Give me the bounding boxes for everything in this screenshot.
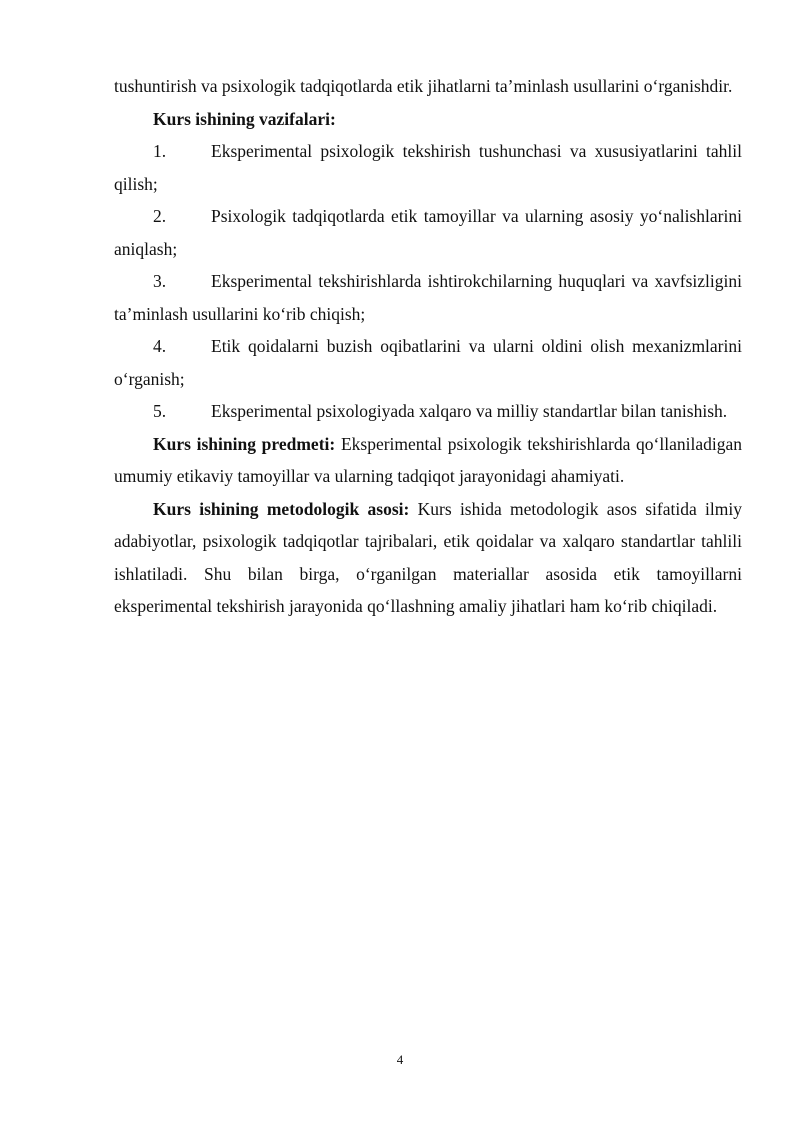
task-number: 3. xyxy=(153,271,167,291)
task-item-1 xyxy=(114,135,742,200)
task-item-2 xyxy=(114,200,742,265)
task-number: 1. xyxy=(153,141,167,161)
intro-paragraph: tushuntirish va psixologik tadqiqotlarda etik jihatlarni ta’minlash usullarini o‘rganishdir. xyxy=(114,76,733,96)
subject-paragraph xyxy=(114,428,742,493)
task-item-4 xyxy=(114,330,742,395)
task-text: Etik qoidalarni buzish oqibatlarini va ularni oldini olish mexanizmlarini o‘rganish; xyxy=(114,336,742,389)
methodology-paragraph xyxy=(114,493,742,623)
task-number: 4. xyxy=(153,336,167,356)
task-text: Eksperimental psixologik tekshirish tushunchasi va xususiyatlarini tahlil qilish; xyxy=(114,141,742,194)
methodology-text: Kurs ishida metodologik asos sifatida ilmiy adabiyotlar, psixologik tadqiqotlar tajribalari, etik qoidalar va xalqaro standartlar tahlili ishlatiladi. Shu bilan birga, o‘rganilgan materiallar asosida etik tamoyillarni eksperimental tekshirish jarayonida qo‘llashning amaliy jihatlari ham ko‘rib chiqiladi. xyxy=(114,498,742,616)
task-text: Eksperimental psixologiyada xalqaro va milliy standartlar bilan tanishish. xyxy=(211,401,728,421)
page-number: 4 xyxy=(396,1052,404,1067)
subject-text: Eksperimental psixologik tekshirishlarda qo‘llaniladigan umumiy etikaviy tamoyillar va ularning tadqiqot jarayonidagi ahamiyati. xyxy=(114,433,742,486)
task-number: 2. xyxy=(153,206,167,226)
methodology-heading: Kurs ishining metodologik asosi: xyxy=(153,498,410,519)
task-text: Eksperimental tekshirishlarda ishtirokchilarning huquqlari va xavfsizligini ta’minlash usullarini ko‘rib chiqish; xyxy=(114,271,742,324)
task-item-3 xyxy=(114,265,742,330)
task-number: 5. xyxy=(153,401,167,421)
task-item-5 xyxy=(114,395,742,428)
document-body xyxy=(114,70,742,623)
subject-heading: Kurs ishining predmeti: xyxy=(153,433,336,454)
task-text: Psixologik tadqiqotlarda etik tamoyillar va ularning asosiy yo‘nalishlarini aniqlash; xyxy=(114,206,742,259)
tasks-heading: Kurs ishining vazifalari: xyxy=(153,108,336,129)
